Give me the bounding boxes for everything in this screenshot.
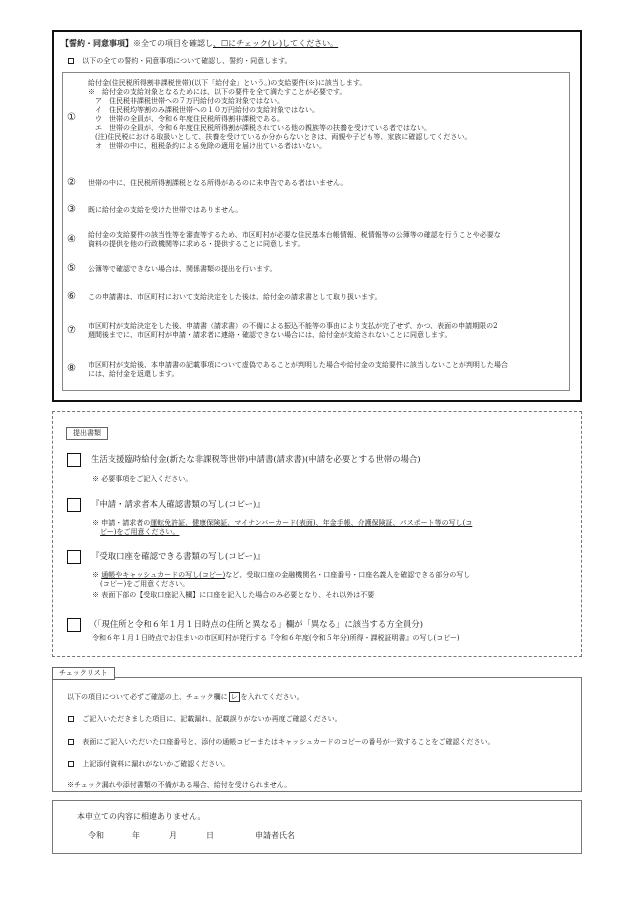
pledge-item-number: ② (67, 177, 76, 188)
pledge-item-4 (88, 231, 501, 249)
pledge-item-7 (88, 322, 498, 340)
checklist-item[interactable] (68, 738, 495, 747)
pledge-item-number: ③ (67, 204, 76, 215)
pledge-item-number: ⑥ (67, 291, 76, 302)
pledge-line: には、給付金を返還します。 (88, 370, 179, 378)
pledge-item-5 (88, 265, 276, 274)
checklist-tab: チェックリスト (52, 667, 115, 680)
checklist-intro (67, 692, 304, 702)
pledge-title: 【誓約・同意事項】 (61, 38, 133, 48)
pledge-item-number: ⑤ (67, 263, 76, 274)
pledge-item-number: ④ (67, 234, 76, 245)
checklist-checkbox[interactable] (68, 761, 74, 767)
checklist-item[interactable] (68, 760, 229, 769)
document-4-title: （「現住所と令和６年１月１日時点の住所と異なる」欄が「異なる」に該当する方全員分) (89, 619, 424, 629)
agree-all-checkbox[interactable] (68, 58, 74, 64)
document-2-note-b: 運転免許証、健康保険証、マイナンバーカード(表面)、年金手帳、介護保険証、パスポート等の写し(コ (150, 519, 473, 527)
pledge-item-6 (88, 293, 381, 302)
document-2-checkbox[interactable] (67, 498, 81, 512)
document-3-note-d: (コピー)をご用意ください。 (100, 580, 190, 588)
documents-tab: 提出書類 (66, 427, 108, 440)
pledge-item-number: ① (67, 112, 76, 123)
date-month-label: 月 (169, 831, 177, 840)
checklist-item-label: ご記入いただきました項目に、記載漏れ、記載誤りがないか再度ご確認ください。 (82, 715, 342, 723)
pledge-line: (注)住民税における取扱いとして、扶養を受けているか分からないときは、両親や子ども等、家族に確認してください。 (88, 133, 472, 141)
declaration-text: 本申立ての内容に相違ありません。 (77, 812, 206, 821)
pledge-line: 資料の提供を他の行政機関等に求める・提供することに同意します。 (88, 240, 305, 248)
pledge-line: イ 住民税均等割のみ課税世帯への１０万円給付の支給対象ではない。 (88, 106, 319, 114)
agree-all-label: 以下の全ての誓約・同意事項について確認し、誓約・同意します。 (82, 57, 292, 65)
date-year-label: 年 (132, 831, 140, 840)
pledge-item-1 (88, 79, 471, 151)
pledge-line: この申請書は、市区町村において支給決定をした後は、給付金の請求書として取り扱います。 (88, 293, 382, 301)
checklist-warning: ※チェック漏れや添付書類の不備がある場合、給付を受けられません。 (67, 781, 292, 789)
checklist-checkbox[interactable] (68, 716, 74, 722)
pledge-instruction-a: ※全ての項目を確認し (133, 39, 213, 48)
checklist-intro-a: 以下の項目について必ずご確認の上、チェック欄に (67, 693, 228, 701)
checklist-intro-b: を入れてください。 (240, 693, 304, 701)
document-1-checkbox[interactable] (67, 453, 81, 467)
document-3-note (92, 571, 470, 600)
applicant-name-label: 申請者氏名 (255, 831, 295, 840)
pledge-line: エ 世帯の全員が、令和６年度住民税所得割が課税されている他の親族等の扶養を受けている者ではない。 (88, 124, 431, 132)
pledge-item-number: ⑧ (67, 363, 76, 374)
checklist-item-label: 上記添付資料に漏れがないかご確認ください。 (82, 760, 230, 768)
document-4-checkbox[interactable] (67, 618, 81, 632)
check-mark-sample: レ (230, 693, 238, 701)
pledge-heading (61, 38, 338, 49)
pledge-item-2 (88, 179, 347, 188)
pledge-line: ※ 給付金の支給対象となるためには、以下の要件を全て満たすことが必要です。 (88, 88, 347, 96)
document-2-note-c: ピー)をご用意ください。 (100, 528, 180, 536)
pledge-line: ア 住民税非課税世帯への７万円給付の支給対象ではない。 (88, 97, 284, 105)
pledge-line: 給付金の支給要件の該当性等を審査等するため、市区町村が必要な住民基本台帳情報、税情報等の公簿等の確認を行うことや必要な (88, 231, 501, 239)
document-2-note-a: ※ 申請・請求者の (92, 519, 151, 527)
pledge-line: 市区町村が支給決定をした後、申請書（請求書）の不備による振込不能等の事由により支払が完了せず、かつ、表面の申請期限の2 (88, 322, 498, 330)
document-3-note-c: など、受取口座の金融機関名・口座番号・口座名義人を確認できる部分の写し (225, 571, 471, 579)
pledge-line: 週間後までに、市区町村が申請・請求者に連絡・確認できない場合には、給付金が支給されないことに同意します。 (88, 331, 452, 339)
checklist-item[interactable] (68, 715, 342, 724)
date-era: 令和 (88, 831, 104, 840)
pledge-instruction-b: 、☐にチェック(レ)してください。 (213, 39, 339, 48)
document-2-title: 『申請・請求者本人確認書類の写し(コピー)』 (91, 499, 265, 509)
document-2-note (92, 519, 472, 537)
document-3-note-a: ※ (92, 571, 102, 579)
pledge-item-number: ⑦ (67, 325, 76, 336)
agree-all-row[interactable] (68, 57, 292, 66)
pledge-line: ウ 世帯の全員が、令和６年度住民税所得割非課税である。 (88, 115, 284, 123)
document-3-note-2: ※ 表面下部の【受取口座記入欄】に口座を記入した場合のみ必要となり、それ以外は不要 (92, 591, 375, 599)
pledge-line: 既に給付金の支給を受けた世帯ではありません。 (88, 206, 243, 214)
checklist-checkbox[interactable] (68, 739, 74, 745)
pledge-line: 市区町村が支給後、本申請書の記載事項について虚偽であることが判明した場合や給付金の支給要件に該当しないことが判明した場合 (88, 361, 508, 369)
pledge-line: オ 世帯の中に、租税条約による免除の適用を届け出ている者はいない。 (88, 142, 326, 150)
document-3-note-b: 通帳やキャッシュカードの写し(コピー) (101, 571, 226, 579)
document-1-title: 生活支援臨時給付金(新たな非課税等世帯)申請書(請求書)(申請を必要とする世帯の場合) (91, 454, 421, 464)
checklist-item-label: 表面にご記入いただいた口座番号と、添付の通帳コピーまたはキャッシュカードのコピーの番号が一致することをご確認ください。 (82, 738, 495, 746)
pledge-item-3 (88, 206, 242, 215)
document-4-note: 令和６年１月１日時点でお住まいの市区町村が発行する『令和６年度(令和５年分)所得・課税証明書』の写し(コピー) (92, 634, 460, 642)
applicant-name-field[interactable] (305, 826, 565, 844)
pledge-line: 給付金(住民税所得割非課税世帯)(以下「給付金」という。)の支給要件(※)に該当します。 (88, 79, 367, 87)
document-3-title: 『受取口座を確認できる書類の写し(コピー)』 (91, 551, 265, 561)
pledge-item-8 (88, 361, 508, 379)
pledge-line: 世帯の中に、住民税所得割課税となる所得があるのに未申告である者はいません。 (88, 179, 348, 187)
document-3-checkbox[interactable] (67, 550, 81, 564)
pledge-line: 公簿等で確認できない場合は、関係書類の提出を行います。 (88, 265, 277, 273)
document-1-note: ※ 必要事項をご記入ください。 (92, 475, 193, 483)
date-day-label: 日 (206, 831, 214, 840)
